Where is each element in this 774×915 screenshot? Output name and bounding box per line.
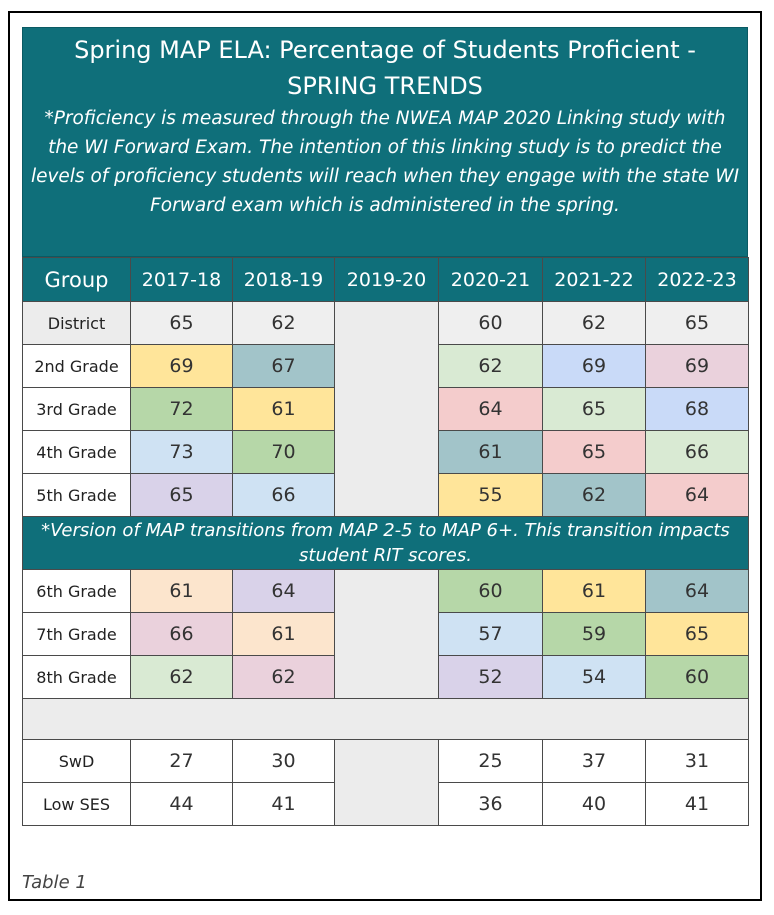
column-header: 2020-21: [439, 258, 543, 302]
row-label: 2nd Grade: [23, 345, 131, 388]
table-cell: 31: [646, 740, 749, 783]
row-label: 7th Grade: [23, 613, 131, 656]
table-cell: 62: [439, 345, 543, 388]
transition-note-row: [23, 517, 749, 570]
table-title: [23, 32, 747, 104]
table-cell: 40: [543, 783, 646, 826]
table-cell: 62: [543, 302, 646, 345]
row-label: Low SES: [23, 783, 131, 826]
column-header: 2018-19: [233, 258, 335, 302]
table-cell: 65: [131, 474, 233, 517]
table-cell: 54: [543, 656, 646, 699]
table-cell: 60: [439, 302, 543, 345]
table-cell: 64: [646, 474, 749, 517]
table-caption: Table 1: [22, 872, 87, 893]
table-cell: 61: [543, 570, 646, 613]
spacer-cell: [23, 699, 749, 740]
table-cell: 69: [131, 345, 233, 388]
table-cell: 36: [439, 783, 543, 826]
table-row: [23, 740, 749, 783]
column-header: Group: [23, 258, 131, 302]
row-label: District: [23, 302, 131, 345]
empty-2019-20-cell: [335, 570, 439, 699]
table-cell: 52: [439, 656, 543, 699]
proficiency-table: [22, 257, 749, 826]
table-cell: 37: [543, 740, 646, 783]
table-cell: 64: [646, 570, 749, 613]
table-cell: 41: [646, 783, 749, 826]
table-cell: 62: [233, 656, 335, 699]
column-header: 2021-22: [543, 258, 646, 302]
table-cell: 44: [131, 783, 233, 826]
empty-2019-20-cell: [335, 740, 439, 826]
table-cell: 69: [646, 345, 749, 388]
column-header: 2017-18: [131, 258, 233, 302]
table-row: [23, 302, 749, 345]
table-cell: 70: [233, 431, 335, 474]
row-label: 6th Grade: [23, 570, 131, 613]
table-subtitle: *Proficiency is measured through the NWEA MAP 2020 Linking study with the WI Forward Exam. The intention of this linking study is to predict the levels of proficiency students will reach when they engage with the state WI Forward exam which is administered in the spring.: [30, 108, 740, 216]
transition-note: *Version of MAP transitions from MAP 2-5 to MAP 6+. This transition impacts student RIT scores.: [23, 517, 749, 570]
table-cell: 65: [543, 431, 646, 474]
table-cell: 61: [131, 570, 233, 613]
empty-2019-20-cell: [335, 302, 439, 517]
table-cell: 60: [439, 570, 543, 613]
row-label: 5th Grade: [23, 474, 131, 517]
title-line-2: SPRING TRENDS: [287, 72, 483, 100]
table-cell: 62: [131, 656, 233, 699]
row-label: 4th Grade: [23, 431, 131, 474]
column-header: 2019-20: [335, 258, 439, 302]
table-cell: 66: [646, 431, 749, 474]
row-label: 3rd Grade: [23, 388, 131, 431]
table-cell: 41: [233, 783, 335, 826]
table-cell: 65: [131, 302, 233, 345]
table-cell: 64: [233, 570, 335, 613]
table-cell: 66: [233, 474, 335, 517]
table-cell: 64: [439, 388, 543, 431]
table-cell: 27: [131, 740, 233, 783]
table-cell: 65: [646, 613, 749, 656]
title-line-1: Spring MAP ELA: Percentage of Students Proficient -: [74, 36, 696, 64]
table-cell: 62: [543, 474, 646, 517]
table-cell: 62: [233, 302, 335, 345]
table-cell: 68: [646, 388, 749, 431]
table-cell: 30: [233, 740, 335, 783]
row-label: 8th Grade: [23, 656, 131, 699]
table-cell: 59: [543, 613, 646, 656]
table-row: [23, 570, 749, 613]
table-cell: 65: [646, 302, 749, 345]
table-cell: 72: [131, 388, 233, 431]
table-cell: 67: [233, 345, 335, 388]
table-cell: 65: [543, 388, 646, 431]
column-header: 2022-23: [646, 258, 749, 302]
table-cell: 69: [543, 345, 646, 388]
table-cell: 61: [233, 388, 335, 431]
table-cell: 25: [439, 740, 543, 783]
spacer-row: [23, 699, 749, 740]
table-cell: 66: [131, 613, 233, 656]
table-cell: 55: [439, 474, 543, 517]
table-header-banner: [22, 27, 748, 257]
table-cell: 61: [439, 431, 543, 474]
table-cell: 73: [131, 431, 233, 474]
table-cell: 61: [233, 613, 335, 656]
column-header-row: [23, 258, 749, 302]
table-cell: 60: [646, 656, 749, 699]
row-label: SwD: [23, 740, 131, 783]
table-cell: 57: [439, 613, 543, 656]
